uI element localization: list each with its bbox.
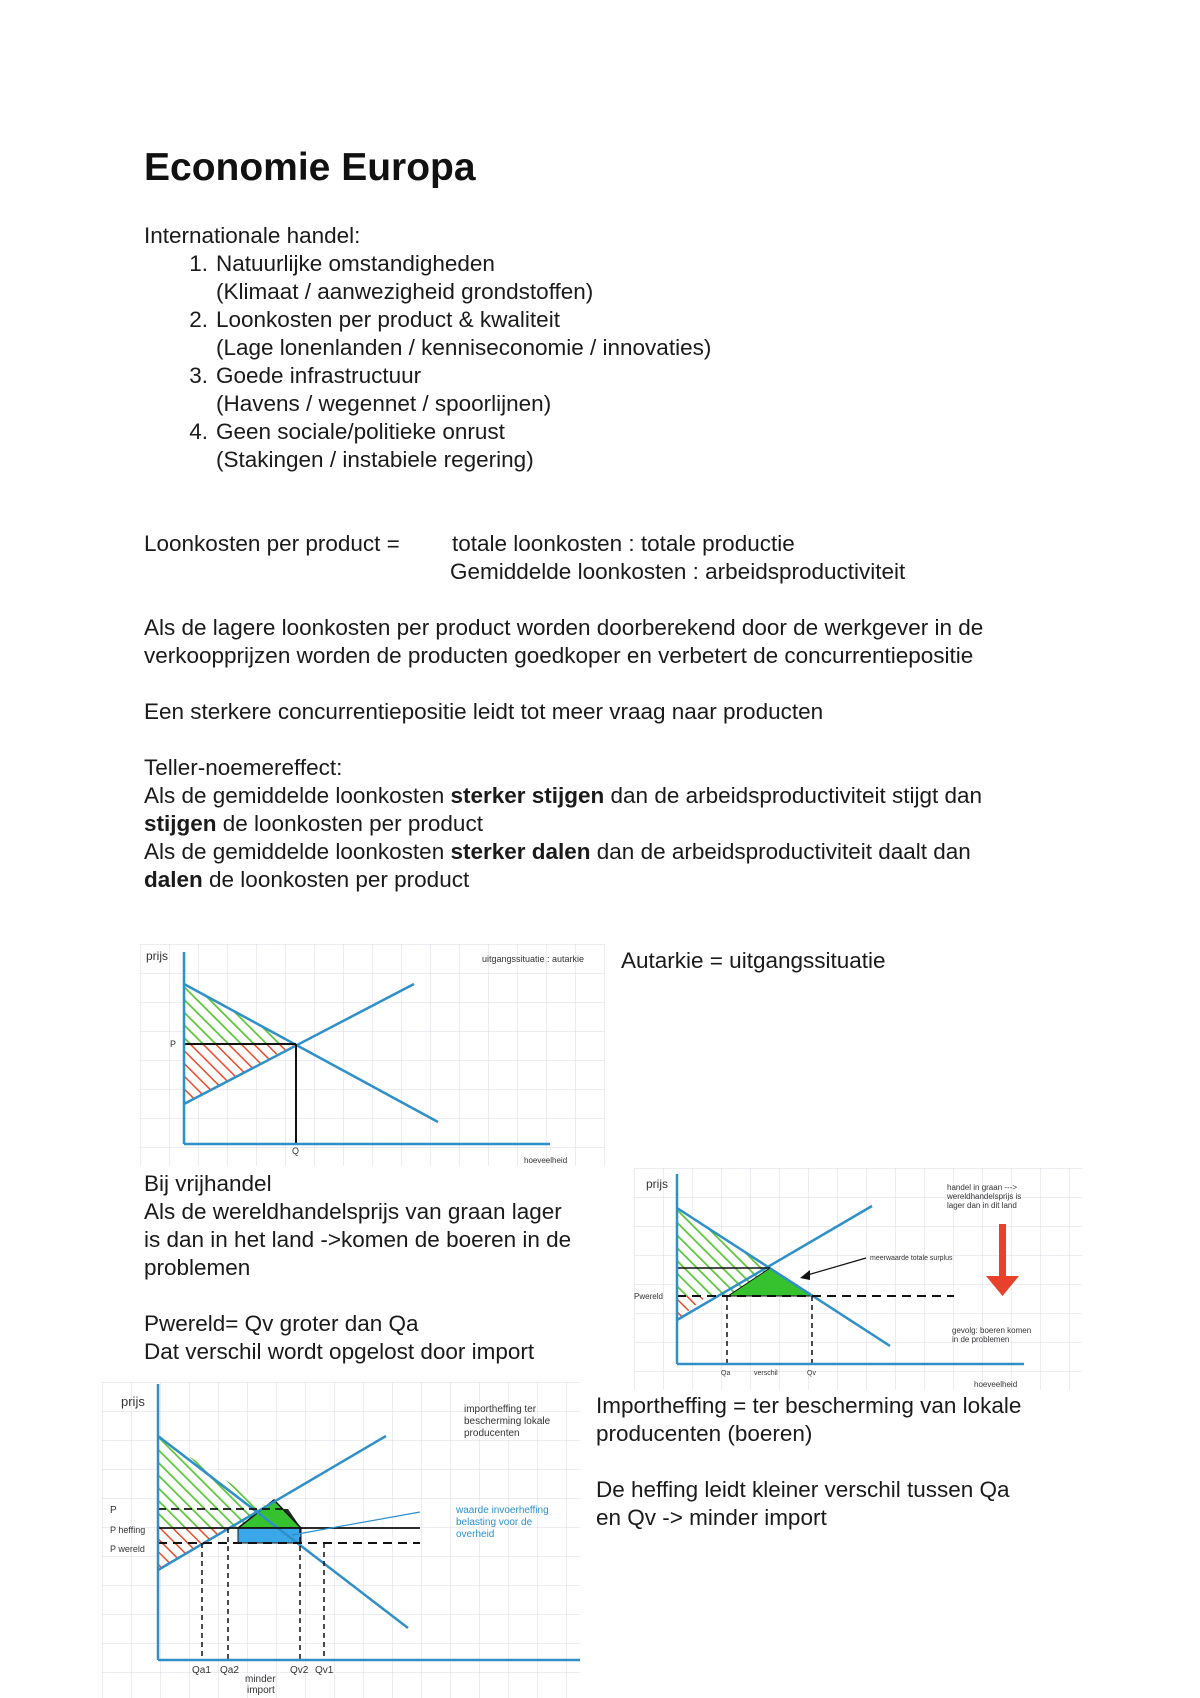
page-title: Economie Europa <box>144 146 476 189</box>
world-price-label: P wereld <box>110 1544 145 1554</box>
note-bottom-2: in de problemen <box>952 1335 1010 1344</box>
note-top-2: wereldhandelsprijs is <box>947 1192 1022 1201</box>
paragraph-1-line-2: verkoopprijzen worden de producten goedkoper en verbetert de concurrentiepositie <box>144 643 974 668</box>
qa1-label: Qa1 <box>192 1665 211 1676</box>
note-line-1: importheffing ter <box>464 1404 537 1415</box>
autarky-caption: Autarkie = uitgangssituatie <box>621 948 886 973</box>
vrijhandel-line-5: Pwereld= Qv groter dan Qa <box>144 1311 419 1336</box>
formula-line-2: Gemiddelde loonkosten : arbeidsproductiviteit <box>450 559 906 584</box>
qa-label: Qa <box>721 1370 731 1377</box>
intro-heading: Internationale handel: <box>144 223 361 248</box>
paragraph-1-line-1: Als de lagere loonkosten per product worden doorberekend door de werkgever in de <box>144 615 984 640</box>
quantity-label: Q <box>292 1146 300 1156</box>
tariff-price-label: P heffing <box>110 1525 146 1535</box>
note-line-2: bescherming lokale <box>464 1416 551 1427</box>
note-line-3: producenten <box>464 1428 520 1439</box>
qv1-label: Qv1 <box>315 1665 334 1676</box>
difference-label: verschil <box>754 1370 778 1377</box>
autarky-chart <box>140 944 605 1166</box>
price-label: P <box>170 1039 177 1049</box>
list-item: 3. Goede infrastructuur (Havens / wegennet / spoorlijnen) <box>189 363 552 416</box>
vrijhandel-line-6: Dat verschil wordt opgelost door import <box>144 1339 535 1364</box>
importheffing-line-4: en Qv -> minder import <box>596 1505 827 1530</box>
note-surplus: meerwaarde totale surplus <box>870 1255 953 1262</box>
import-tariff-chart <box>102 1382 580 1698</box>
autarky-price-label: P <box>110 1505 117 1516</box>
note-top-1: handel in graan ---> <box>947 1183 1018 1192</box>
note-bottom-1: gevolg: boeren komen <box>952 1326 1032 1335</box>
qa2-label: Qa2 <box>220 1665 239 1676</box>
importheffing-line-2: producenten (boeren) <box>596 1421 813 1446</box>
y-axis-label: prijs <box>146 949 169 963</box>
blue-note-3: overheid <box>456 1529 495 1540</box>
note-top-3: lager dan in dit land <box>947 1201 1017 1210</box>
importheffing-line-1: Importheffing = ter bescherming van lokale <box>596 1393 1022 1418</box>
list-item: 4. Geen sociale/politieke onrust (Stakingen / instabiele regering) <box>189 419 534 472</box>
formula-line-1: totale loonkosten : totale productie <box>452 531 795 556</box>
qv2-label: Qv2 <box>290 1665 309 1676</box>
down-arrow-shaft <box>999 1224 1006 1278</box>
vrijhandel-line-1: Bij vrijhandel <box>144 1171 272 1196</box>
teller-line-3: Als de gemiddelde loonkosten sterker dalen dan de arbeidsproductiviteit daalt dan <box>144 839 971 864</box>
qv-label: Qv <box>807 1370 816 1377</box>
blue-note-2: belasting voor de <box>456 1517 533 1528</box>
blue-note-1: waarde invoerheffing <box>456 1505 549 1516</box>
list-item: 1. Natuurlijke omstandigheden (Klimaat / aanwezigheid grondstoffen) <box>189 251 594 304</box>
free-trade-chart <box>634 1168 1082 1390</box>
y-axis-label: prijs <box>121 1394 145 1409</box>
tariff-revenue-area <box>238 1528 301 1543</box>
import-label: import <box>247 1685 275 1696</box>
y-axis-label: prijs <box>646 1177 669 1191</box>
teller-line-2: stijgen de loonkosten per product <box>144 811 483 836</box>
teller-line-4: dalen de loonkosten per product <box>144 867 470 892</box>
vrijhandel-line-2: Als de wereldhandelsprijs van graan lager <box>144 1199 562 1224</box>
world-price-label: Pwereld <box>634 1292 663 1301</box>
x-axis-label: hoeveelheid <box>524 1156 568 1165</box>
paragraph-2: Een sterkere concurrentiepositie leidt tot meer vraag naar producten <box>144 699 824 724</box>
teller-line-1: Als de gemiddelde loonkosten sterker stijgen dan de arbeidsproductiviteit stijgt dan <box>144 783 983 808</box>
teller-heading: Teller-noemereffect: <box>144 755 343 780</box>
vrijhandel-line-3: is dan in het land ->komen de boeren in de <box>144 1227 572 1252</box>
minder-label: minder <box>245 1674 276 1685</box>
vrijhandel-line-4: problemen <box>144 1255 251 1280</box>
importheffing-line-3: De heffing leidt kleiner verschil tussen Qa <box>596 1477 1010 1502</box>
formula-label: Loonkosten per product = <box>144 531 400 556</box>
chart-note: uitgangssituatie : autarkie <box>482 954 585 964</box>
factor-list <box>189 250 712 474</box>
x-axis-label: hoeveelheid <box>974 1380 1018 1389</box>
list-item: 2. Loonkosten per product & kwaliteit (Lage lonenlanden / kenniseconomie / innovaties) <box>189 307 712 360</box>
